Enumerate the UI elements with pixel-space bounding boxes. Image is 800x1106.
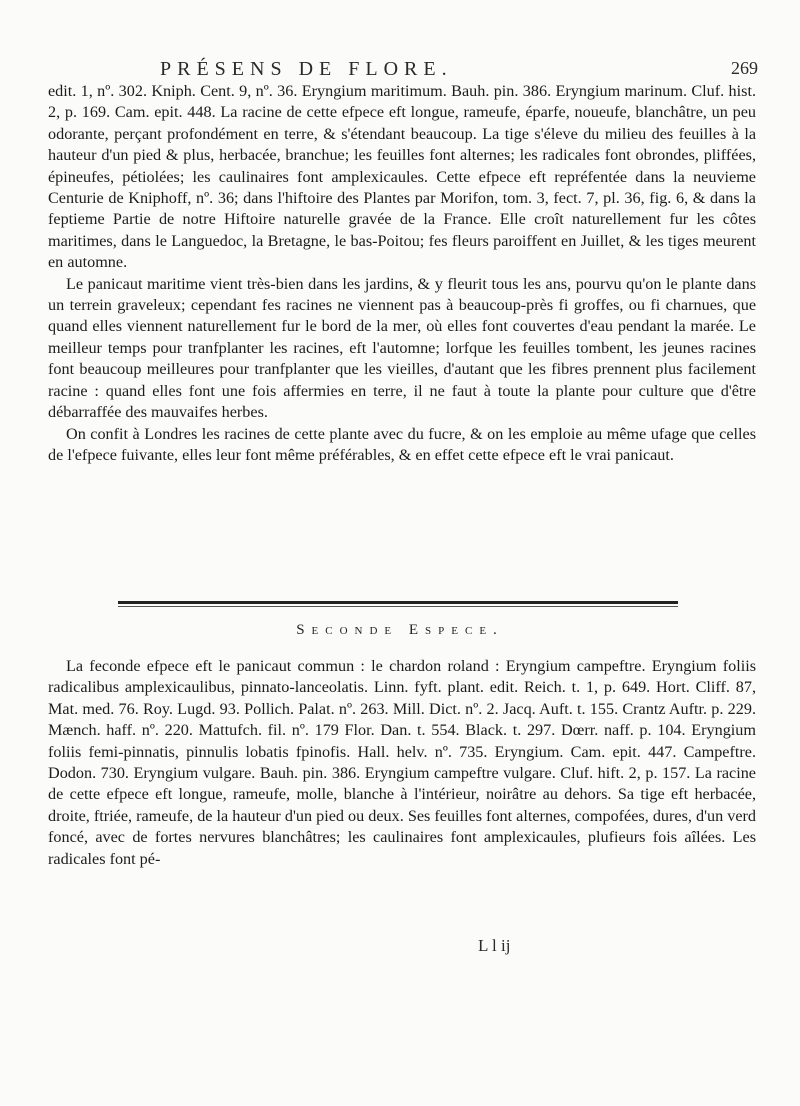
section-divider: [118, 601, 678, 604]
paragraph: La feconde efpece eft le panicaut commun : le chardon roland : Eryngium campeftre. Eryngium foliis radicalibus amplexicaulibus, pinnato-lanceolatis. Linn. fyft. plant. edit. Reich. t. 1, p. 649. Hort. Cliff. 87, Mat. med. 76. Roy. Lugd. 93. Pollich. Palat. nº. 263. Mill. Dict. nº. 2. Jacq. Auft. t. 155. Crantz Auftr. p. 229. Mænch. haff. nº. 220. Mattufch. fil. nº. 179 Flor. Dan. t. 554. Black. t. 297. Dœrr. naff. p. 104. Eryngium foliis femi-pinnatis, pinnulis lobatis fpinofis. Hall. helv. nº. 735. Eryngium. Cam. epit. 447. Campeftre. Dodon. 730. Eryngium vulgare. Bauh. pin. 386. Eryngium campeftre vulgare. Cluf. hift. 2, p. 157. La racine de cette efpece eft longue, rameufe, molle, blanche à l'intérieur, noirâtre au dehors. Sa tige eft herbacée, droite, ftriée, rameufe, de la hauteur d'un pied ou deux. Ses feuilles font alternes, compofées, dures, d'un verd foncé, avec de fortes nervures blanchâtres; les caulinaires font amplexicaules, plufieurs fois aîlées. Les radicales font pé-: [48, 657, 756, 868]
paragraph: edit. 1, nº. 302. Kniph. Cent. 9, nº. 36. Eryngium maritimum. Bauh. pin. 386. Eryngium marinum. Cluf. hist. 2, p. 169. Cam. epit. 448. La racine de cette efpece eft longue, rameufe, éparfe, noueufe, blanchâtre, un peu odorante, perçant profondément en terre, & s'étendant beaucoup. La tige s'éleve du milieu des feuilles à la hauteur d'un pied & plus, herbacée, branchue; les feuilles font alternes; les radicales font obrondes, pliffées, épineufes, pétiolées; les caulinaires font amplexicaules. Cette efpece eft repréfentée dans la neuvieme Centurie de Kniphoff, nº. 36; dans l'hiftoire des Plantes par Morifon, tom. 3, fect. 7, pl. 36, fig. 6, & dans la feptieme Partie de notre Hiftoire naturelle gravée de la France. Elle croît naturellement fur les côtes maritimes, dans le Languedoc, la Bretagne, le bas-Poitou; fes fleurs paroiffent en Juillet, & les tiges meurent en automne.: [48, 82, 756, 272]
signature-mark: L l ij: [478, 936, 511, 955]
section-divider-thin: [118, 606, 678, 607]
section-heading: Seconde Espece.: [296, 622, 504, 638]
paragraph: On confit à Londres les racines de cette plante avec du fucre, & on les emploie au même ufage que celles de l'efpece fuivante, elles leur font même préférables, & en effet cette efpece eft le vrai panicaut.: [48, 424, 756, 464]
running-title: PRÉSENS DE FLORE.: [160, 58, 453, 80]
text-block-first-species: [48, 81, 756, 466]
paragraph: Le panicaut maritime vient très-bien dans les jardins, & y fleurit tous les ans, pourvu qu'on le plante dans un terrein graveleux; cependant fes racines ne viennent pas à beaucoup-près fi groffes, ou fi charnues, que quand elles viennent naturellement fur le bord de la mer, où elles font couvertes d'eau pendant la marée. Le meilleur temps pour tranfplanter les racines, eft l'automne; lorfque les feuilles tombent, les jeunes racines font beaucoup meilleures pour tranfplanter que les vieilles, d'autant que les fibres prennent plus facilement racine : quand elles font une fois affermies en terre, il ne faut à toute la plante pour culture que d'être débarraffée des mauvaifes herbes.: [48, 274, 756, 422]
text-block-second-species: [48, 656, 756, 870]
page-number: 269: [731, 58, 758, 78]
